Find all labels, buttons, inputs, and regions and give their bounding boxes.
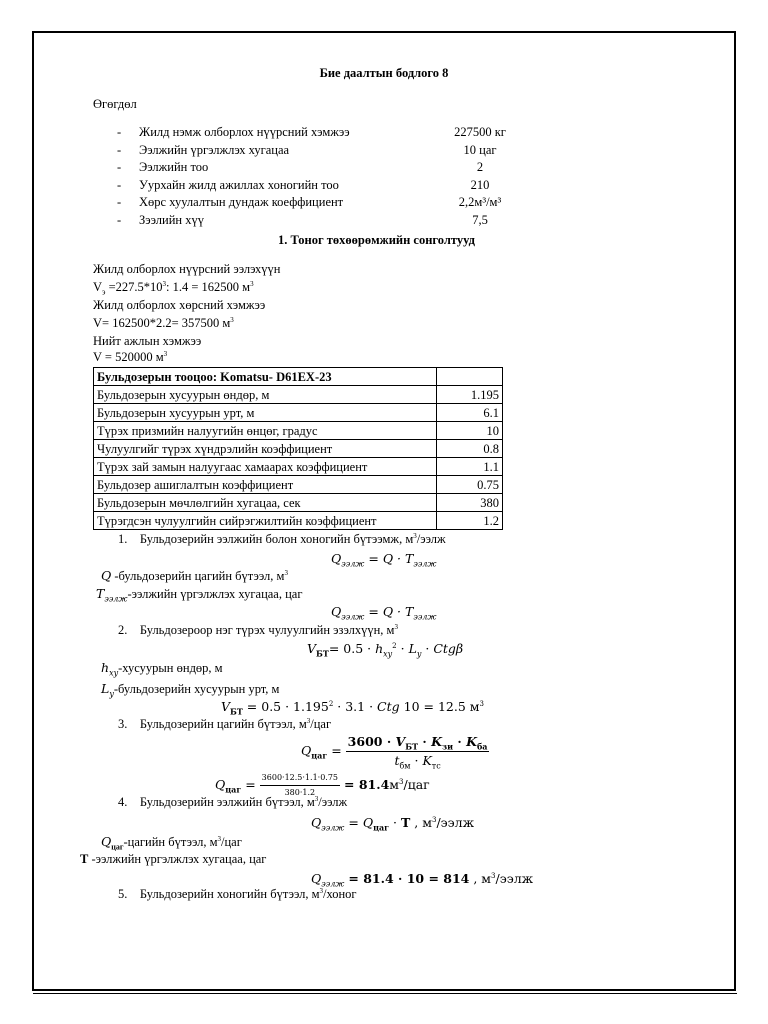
table-row	[94, 386, 503, 404]
given-item	[0, 124, 768, 141]
table-row	[94, 422, 503, 440]
list-bullet: -	[117, 160, 122, 174]
coal-volume-label: Жилд олборлох нүүрсний ээлэхүүн	[93, 262, 281, 276]
t-description: $T_{ээлж}$-ээлжийн үргэлжлэх хугацаа, цаг	[96, 586, 303, 604]
step-1-equation-repeat: $Q_{ээлж} = Q \cdot T_{ээлж}$	[331, 604, 437, 622]
l-description: $L_y$-бульдозерийн хусуурын урт, м	[101, 681, 280, 699]
given-item-label: Уурхайн жилд ажиллах хоногийн тоо	[139, 177, 339, 192]
given-item	[0, 159, 768, 176]
step-3-equation: $Q_{цаг}$ = $\frac{3600 \cdot V_{БТ} \cdot K_{зи} \cdot K_{ба}}{t_{бм} \cdot K_{тс}}$	[301, 734, 488, 771]
table-cell-value: 1.2	[437, 512, 503, 530]
step-1-heading: 1. Бульдозерийн ээлжийн болон хоногийн бүтээмж, $м^3$/ээлж	[118, 531, 446, 546]
table-cell-label: Бульдозер ашиглалтын коэффициент	[94, 476, 437, 494]
list-bullet: -	[117, 142, 122, 157]
given-item-value: 210	[470, 177, 490, 192]
list-bullet: -	[117, 125, 122, 139]
list-bullet: -	[117, 177, 122, 192]
table-cell-label: Чулуулгийг түрэх хүндрэлийн коэффициент	[94, 440, 437, 458]
given-item-value: 2	[476, 160, 484, 174]
table-row	[94, 404, 503, 422]
step-5-heading: 5. Бульдозерийн хоногийн бүтээл, $м^3$/хоног	[118, 886, 357, 901]
table-header-empty	[437, 368, 503, 386]
section-heading-1: 1. Тоног төхөөрөмжийн сонголтууд	[278, 233, 475, 247]
coal-volume-formula: $V_э =227.5*10^3$: 1.4 = 162500 $м^3$	[93, 279, 254, 297]
table-row	[94, 494, 503, 512]
table-cell-label: Бульдозерын мөчлөлгийн хугацаа, сек	[94, 494, 437, 512]
table-header: Бульдозерын тооцоо: Komatsu- D61EX-23	[94, 368, 437, 386]
given-item-value: 2,2м³/м³	[458, 195, 502, 209]
given-item-label: Ээлжийн үргэлжлэх хугацаа	[139, 142, 290, 157]
table-header-row	[94, 368, 503, 386]
table-row	[94, 476, 503, 494]
list-bullet: -	[117, 212, 122, 227]
q-description: Q -бульдозерийн цагийн бүтээл, $м^3$	[101, 568, 288, 583]
given-item-value: 10 цаг	[463, 142, 497, 157]
table-cell-value: 1.1	[437, 458, 503, 476]
table-cell-label: Түрэх зай замын налуугаас хамаарах коэффициент	[94, 458, 437, 476]
document-title: Бие даалтын бодлого 8	[319, 66, 449, 80]
table-cell-value: 10	[437, 422, 503, 440]
bulldozer-table	[93, 367, 503, 530]
table-row	[94, 440, 503, 458]
table-cell-value: 1.195	[437, 386, 503, 404]
table-cell-label: Түрэх призмийн налуугийн өнцөг, градус	[94, 422, 437, 440]
table-cell-value: 0.8	[437, 440, 503, 458]
given-item-label: Хөрс хуулалтын дундаж коеффициент	[139, 195, 344, 209]
table-row	[94, 458, 503, 476]
given-item	[0, 177, 768, 194]
h-description: $h_{xy}$-хусуурын өндөр, м	[101, 660, 223, 678]
page-border-bottom	[33, 993, 737, 994]
given-item-label: Жилд нэмж олборлох нүүрсний хэмжээ	[139, 125, 350, 139]
soil-volume-label: Жилд олборлох хөрсний хэмжээ	[93, 298, 266, 312]
list-bullet: -	[117, 195, 122, 209]
given-item	[0, 212, 768, 229]
soil-volume-formula: V= 162500*2.2= 357500 $м^3$	[93, 315, 234, 330]
table-cell-label: Бульдозерын хусуурын өндөр, м	[94, 386, 437, 404]
qc-description: $Q_{цаг}$-цагийн бүтээл, $м^3$/цаг	[101, 834, 242, 852]
given-item-label: Ээлжийн тоо	[139, 160, 209, 174]
table-row	[94, 512, 503, 530]
given-item-value: 227500 кг	[454, 125, 506, 139]
table-cell-value: 380	[437, 494, 503, 512]
given-item-value: 7,5	[472, 212, 488, 227]
step-3-calculation: $Q_{цаг}$ = $\frac{3600\cdot 12.5\cdot 1.1\cdot 0.75}{380\cdot 1.2}$ = $81.4м^3$/цаг	[215, 773, 430, 797]
table-cell-label: Түрэгдсэн чулуулгийн сийрэгжилтийн коэффициент	[94, 512, 437, 530]
given-item-label: Зээлийн хүү	[139, 212, 204, 227]
total-volume-formula: V = 520000 $м^3$	[93, 349, 168, 364]
step-2-calculation: $V_{БТ} = 0.5 \cdot 1.195^2 \cdot 3.1$ · Ctg 10 = 12.5 $м^3$	[221, 699, 484, 717]
step-4-heading: 4. Бульдозерийн ээлжийн бүтээл, $м^3$/ээлж	[118, 794, 348, 809]
step-4-calculation: $Q_{ээлж} = 81.4 \cdot 10 = 814$ , $м^3$/ээлж	[311, 871, 534, 889]
table-cell-value: 0.75	[437, 476, 503, 494]
total-volume-label: Нийт ажлын хэмжээ	[93, 334, 202, 348]
step-3-heading: 3. Бульдозерийн цагийн бүтээл, $м^3$/цаг	[118, 716, 332, 731]
table-cell-value: 6.1	[437, 404, 503, 422]
step-2-equation: $V_{БТ}= 0.5 \cdot h_{xy}^2 \cdot L_y \cdot Ctg\beta$	[307, 641, 464, 659]
step-2-heading: 2. Бульдозероор нэг түрэх чулуулгийн эзэлхүүн, $м^3$	[118, 622, 398, 637]
given-item	[0, 142, 768, 159]
step-1-equation: $Q_{ээлж} = Q \cdot T_{ээлж}$	[331, 551, 437, 569]
tt-description: T -ээлжийн үргэлжлэх хугацаа, цаг	[80, 852, 267, 866]
table-cell-label: Бульдозерын хусуурын урт, м	[94, 404, 437, 422]
given-item	[0, 194, 768, 211]
given-heading: Өгөгдөл	[93, 97, 137, 111]
step-4-equation: $Q_{ээлж} = Q_{цаг} \cdot T$ , $м^3$/ээлж	[311, 815, 475, 833]
